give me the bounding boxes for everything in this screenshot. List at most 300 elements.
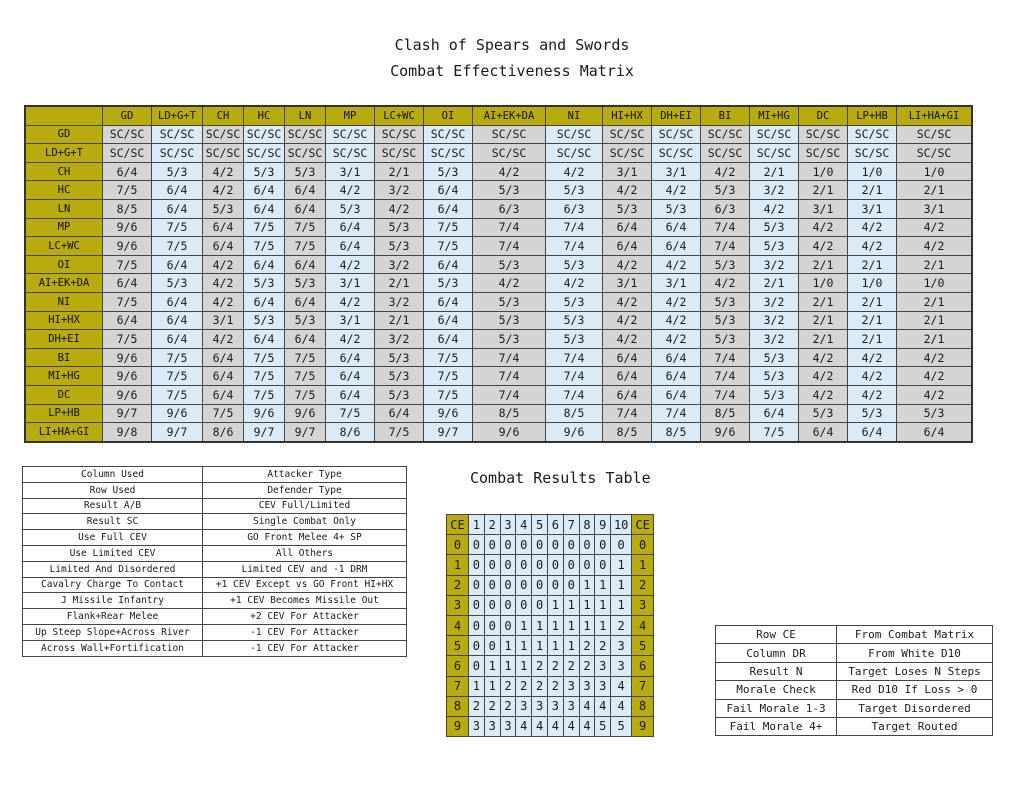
matrix-cell: SC/SC	[473, 144, 546, 163]
result-key-table	[715, 625, 993, 736]
result-key-term: Fail Morale 1-3	[716, 699, 837, 717]
crt-cell: 1	[611, 555, 632, 575]
matrix-cell: 7/4	[473, 348, 546, 367]
matrix-cell: 6/4	[603, 367, 652, 386]
crt-header-cell: 6	[547, 515, 563, 535]
matrix-row	[25, 385, 972, 404]
crt-cell: 1	[579, 595, 595, 615]
matrix-cell: 5/3	[750, 348, 799, 367]
crt-cell: 4	[611, 676, 632, 696]
matrix-cell: SC/SC	[203, 144, 244, 163]
matrix-cell: 5/3	[375, 348, 424, 367]
crt-ce-label: 6	[447, 656, 469, 676]
matrix-cell: 7/5	[152, 367, 203, 386]
matrix-cell: 1/0	[848, 274, 897, 293]
matrix-cell: 6/4	[152, 330, 203, 349]
result-key-term: Column DR	[716, 644, 837, 662]
crt-header-cell: 4	[516, 515, 532, 535]
matrix-cell: 6/4	[152, 181, 203, 200]
matrix-row	[25, 255, 972, 274]
matrix-cell: 7/5	[424, 218, 473, 237]
matrix-cell: 7/4	[701, 218, 750, 237]
crt-cell: 0	[547, 535, 563, 555]
crt-cell: 2	[516, 676, 532, 696]
matrix-cell: 4/2	[603, 181, 652, 200]
matrix-cell: 4/2	[750, 199, 799, 218]
matrix-cell: 4/2	[203, 255, 244, 274]
crt-ce-label: 8	[632, 696, 654, 716]
crt-cell: 3	[532, 696, 548, 716]
matrix-cell: 4/2	[799, 367, 848, 386]
matrix-column-header: CH	[203, 106, 244, 125]
matrix-cell: SC/SC	[701, 125, 750, 144]
matrix-cell: 5/3	[799, 404, 848, 423]
key-term: Cavalry Charge To Contact	[23, 577, 203, 593]
matrix-row-header: GD	[25, 125, 103, 144]
matrix-row	[25, 218, 972, 237]
matrix-row-header: LD+G+T	[25, 144, 103, 163]
matrix-cell: 6/4	[603, 237, 652, 256]
matrix-cell: 5/3	[285, 162, 326, 181]
matrix-cell: 6/4	[424, 181, 473, 200]
matrix-cell: 5/3	[546, 255, 603, 274]
matrix-cell: 4/2	[652, 255, 701, 274]
matrix-cell: SC/SC	[152, 144, 203, 163]
matrix-cell: 8/5	[473, 404, 546, 423]
crt-cell: 0	[547, 575, 563, 595]
key-row	[23, 577, 407, 593]
crt-cell: 2	[500, 676, 516, 696]
crt-cell: 1	[484, 676, 500, 696]
key-row	[23, 514, 407, 530]
crt-cell: 4	[563, 716, 579, 736]
key-definition: -1 CEV For Attacker	[203, 624, 407, 640]
matrix-cell: 7/4	[701, 385, 750, 404]
matrix-cell: 5/3	[152, 274, 203, 293]
matrix-cell: 2/1	[848, 330, 897, 349]
matrix-row-header: LI+HA+GI	[25, 423, 103, 442]
crt-cell: 0	[595, 555, 611, 575]
matrix-row-header: MP	[25, 218, 103, 237]
matrix-cell: 4/2	[848, 367, 897, 386]
matrix-cell: 7/5	[103, 181, 152, 200]
crt-ce-label: 9	[632, 716, 654, 736]
matrix-cell: SC/SC	[103, 144, 152, 163]
matrix-cell: 6/4	[326, 237, 375, 256]
matrix-cell: 4/2	[652, 330, 701, 349]
result-key-row	[716, 699, 993, 717]
matrix-cell: 7/4	[701, 237, 750, 256]
matrix-cell: SC/SC	[424, 125, 473, 144]
crt-cell: 2	[579, 636, 595, 656]
matrix-cell: 6/4	[750, 404, 799, 423]
crt-cell: 1	[579, 615, 595, 635]
crt-header-cell: CE	[447, 515, 469, 535]
crt-cell: 3	[611, 656, 632, 676]
crt-cell: 0	[469, 656, 485, 676]
matrix-cell: 6/4	[103, 162, 152, 181]
crt-row	[447, 696, 654, 716]
matrix-cell: 5/3	[701, 292, 750, 311]
matrix-cell: 9/7	[424, 423, 473, 442]
matrix-column-header: LC+WC	[375, 106, 424, 125]
matrix-cell: 4/2	[848, 237, 897, 256]
matrix-cell: 7/5	[244, 385, 285, 404]
matrix-column-header: GD	[103, 106, 152, 125]
crt-ce-label: 0	[447, 535, 469, 555]
matrix-cell: 1/0	[897, 162, 973, 181]
matrix-cell: 6/4	[203, 218, 244, 237]
result-key-definition: From White D10	[837, 644, 993, 662]
crt-cell: 1	[469, 676, 485, 696]
matrix-row-header: DH+EI	[25, 330, 103, 349]
matrix-cell: 1/0	[897, 274, 973, 293]
matrix-cell: 6/4	[285, 181, 326, 200]
matrix-cell: 5/3	[285, 274, 326, 293]
matrix-cell: 5/3	[203, 199, 244, 218]
matrix-cell: 3/2	[375, 330, 424, 349]
result-key-definition: Target Routed	[837, 717, 993, 735]
key-row	[23, 640, 407, 656]
crt-header-cell: 8	[579, 515, 595, 535]
matrix-cell: 5/3	[473, 181, 546, 200]
combat-effectiveness-matrix	[24, 105, 973, 443]
matrix-cell: 4/2	[603, 255, 652, 274]
matrix-row	[25, 330, 972, 349]
matrix-cell: 5/3	[546, 330, 603, 349]
key-definition: +1 CEV Becomes Missile Out	[203, 593, 407, 609]
matrix-cell: 5/3	[424, 162, 473, 181]
key-definition: Limited CEV and -1 DRM	[203, 561, 407, 577]
crt-ce-label: 2	[632, 575, 654, 595]
matrix-cell: SC/SC	[285, 144, 326, 163]
matrix-cell: 9/6	[152, 404, 203, 423]
key-row	[23, 482, 407, 498]
matrix-cell: 2/1	[750, 274, 799, 293]
matrix-cell: 2/1	[897, 311, 973, 330]
matrix-cell: 7/5	[424, 348, 473, 367]
matrix-row	[25, 348, 972, 367]
matrix-column-header: MP	[326, 106, 375, 125]
matrix-cell: 3/1	[652, 162, 701, 181]
crt-cell: 4	[516, 716, 532, 736]
matrix-row	[25, 144, 972, 163]
crt-row	[447, 535, 654, 555]
key-term: Column Used	[23, 467, 203, 483]
matrix-cell: 6/4	[326, 385, 375, 404]
matrix-cell: 7/5	[103, 330, 152, 349]
crt-cell: 2	[484, 696, 500, 716]
matrix-cell: 6/4	[424, 255, 473, 274]
matrix-cell: 2/1	[897, 292, 973, 311]
matrix-cell: 7/5	[750, 423, 799, 442]
crt-row	[447, 595, 654, 615]
matrix-cell: 8/5	[701, 404, 750, 423]
crt-cell: 1	[516, 656, 532, 676]
matrix-row-header: HI+HX	[25, 311, 103, 330]
matrix-cell: SC/SC	[375, 125, 424, 144]
matrix-cell: 6/4	[897, 423, 973, 442]
matrix-cell: 2/1	[848, 181, 897, 200]
crt-cell: 1	[532, 636, 548, 656]
matrix-cell: 7/5	[424, 385, 473, 404]
matrix-cell: 5/3	[603, 199, 652, 218]
crt-cell: 3	[500, 716, 516, 736]
crt-header-row	[447, 515, 654, 535]
matrix-cell: 5/3	[244, 274, 285, 293]
matrix-cell: 8/5	[546, 404, 603, 423]
crt-cell: 3	[563, 676, 579, 696]
crt-cell: 2	[611, 615, 632, 635]
matrix-cell: 4/2	[203, 274, 244, 293]
crt-cell: 0	[500, 615, 516, 635]
matrix-cell: 2/1	[799, 330, 848, 349]
matrix-cell: 3/1	[848, 199, 897, 218]
matrix-row	[25, 199, 972, 218]
crt-ce-label: 3	[447, 595, 469, 615]
matrix-cell: 5/3	[244, 311, 285, 330]
matrix-cell: 4/2	[701, 274, 750, 293]
crt-header-cell: 7	[563, 515, 579, 535]
matrix-cell: SC/SC	[546, 144, 603, 163]
key-row	[23, 467, 407, 483]
crt-cell: 1	[595, 615, 611, 635]
crt-cell: 0	[516, 575, 532, 595]
matrix-cell: 3/2	[750, 255, 799, 274]
matrix-cell: 3/1	[326, 311, 375, 330]
matrix-cell: 7/4	[546, 367, 603, 386]
matrix-cell: 7/5	[152, 385, 203, 404]
matrix-cell: 6/4	[203, 237, 244, 256]
matrix-cell: SC/SC	[799, 125, 848, 144]
matrix-cell: 4/2	[848, 385, 897, 404]
matrix-cell: 5/3	[375, 237, 424, 256]
modifier-key-table	[22, 466, 407, 657]
matrix-cell: 6/4	[244, 292, 285, 311]
key-row	[23, 545, 407, 561]
matrix-cell: 3/1	[326, 162, 375, 181]
crt-cell: 0	[532, 595, 548, 615]
matrix-cell: 4/2	[799, 348, 848, 367]
crt-cell: 3	[579, 676, 595, 696]
matrix-cell: 6/4	[152, 199, 203, 218]
crt-cell: 0	[469, 595, 485, 615]
matrix-cell: 4/2	[203, 181, 244, 200]
matrix-cell: 7/4	[546, 237, 603, 256]
crt-cell: 0	[484, 535, 500, 555]
crt-cell: 4	[547, 716, 563, 736]
matrix-cell: 8/5	[103, 199, 152, 218]
matrix-cell: 5/3	[701, 181, 750, 200]
matrix-column-header: HI+HX	[603, 106, 652, 125]
matrix-cell: 6/4	[603, 348, 652, 367]
matrix-cell: 7/4	[603, 404, 652, 423]
matrix-cell: 6/4	[848, 423, 897, 442]
matrix-cell: 5/3	[546, 292, 603, 311]
crt-cell: 5	[611, 716, 632, 736]
key-definition: Attacker Type	[203, 467, 407, 483]
crt-header-cell: 10	[611, 515, 632, 535]
crt-cell: 4	[579, 716, 595, 736]
result-key-definition: Target Loses N Steps	[837, 662, 993, 680]
matrix-cell: 9/6	[285, 404, 326, 423]
matrix-cell: 7/5	[103, 255, 152, 274]
matrix-cell: 9/6	[103, 218, 152, 237]
matrix-column-header: NI	[546, 106, 603, 125]
matrix-cell: SC/SC	[701, 144, 750, 163]
crt-cell: 3	[547, 696, 563, 716]
crt-cell: 0	[516, 595, 532, 615]
crt-cell: 1	[579, 575, 595, 595]
crt-cell: 0	[532, 555, 548, 575]
matrix-column-header: LN	[285, 106, 326, 125]
matrix-cell: SC/SC	[326, 125, 375, 144]
crt-cell: 0	[469, 535, 485, 555]
page-title: Clash of Spears and Swords	[394, 36, 630, 54]
matrix-cell: 5/3	[546, 311, 603, 330]
crt-cell: 1	[500, 636, 516, 656]
matrix-cell: 5/3	[701, 255, 750, 274]
crt-cell: 4	[595, 696, 611, 716]
matrix-cell: 9/6	[103, 348, 152, 367]
matrix-cell: 5/3	[701, 311, 750, 330]
matrix-cell: 3/1	[203, 311, 244, 330]
matrix-cell: 6/4	[103, 274, 152, 293]
key-term: Row Used	[23, 482, 203, 498]
matrix-cell: 3/2	[375, 255, 424, 274]
result-key-term: Morale Check	[716, 681, 837, 699]
matrix-cell: 3/2	[750, 330, 799, 349]
matrix-cell: 3/2	[750, 292, 799, 311]
crt-ce-label: 4	[447, 615, 469, 635]
matrix-cell: 5/3	[375, 218, 424, 237]
matrix-cell: 2/1	[375, 162, 424, 181]
matrix-cell: 3/1	[326, 274, 375, 293]
matrix-cell: 7/4	[473, 367, 546, 386]
matrix-cell: 7/5	[285, 385, 326, 404]
matrix-cell: 4/2	[603, 330, 652, 349]
matrix-cell: 6/4	[244, 199, 285, 218]
crt-header-cell: CE	[632, 515, 654, 535]
matrix-cell: 4/2	[799, 218, 848, 237]
matrix-cell: 2/1	[375, 311, 424, 330]
key-row	[23, 498, 407, 514]
crt-header-cell: 3	[500, 515, 516, 535]
crt-cell: 2	[547, 676, 563, 696]
crt-cell: 1	[547, 615, 563, 635]
matrix-cell: 4/2	[603, 311, 652, 330]
matrix-cell: 1/0	[799, 274, 848, 293]
matrix-cell: 5/3	[848, 404, 897, 423]
crt-header-cell: 1	[469, 515, 485, 535]
crt-row	[447, 656, 654, 676]
crt-ce-label: 7	[447, 676, 469, 696]
matrix-cell: SC/SC	[285, 125, 326, 144]
crt-cell: 1	[547, 595, 563, 615]
crt-row	[447, 716, 654, 736]
matrix-cell: 5/3	[473, 311, 546, 330]
matrix-cell: 6/4	[244, 181, 285, 200]
matrix-cell: 7/4	[701, 348, 750, 367]
crt-ce-label: 1	[632, 555, 654, 575]
matrix-cell: 6/4	[244, 330, 285, 349]
matrix-cell: 6/4	[652, 367, 701, 386]
matrix-cell: 7/5	[244, 367, 285, 386]
matrix-cell: SC/SC	[152, 125, 203, 144]
matrix-row	[25, 423, 972, 442]
crt-cell: 1	[595, 575, 611, 595]
result-key-row	[716, 662, 993, 680]
key-term: Use Limited CEV	[23, 545, 203, 561]
matrix-cell: 4/2	[799, 385, 848, 404]
matrix-cell: SC/SC	[546, 125, 603, 144]
matrix-cell: 2/1	[799, 181, 848, 200]
matrix-cell: 6/4	[152, 292, 203, 311]
matrix-cell: 5/3	[375, 367, 424, 386]
matrix-cell: SC/SC	[103, 125, 152, 144]
result-key-definition: From Combat Matrix	[837, 626, 993, 644]
crt-ce-label: 8	[447, 696, 469, 716]
crt-cell: 0	[611, 535, 632, 555]
matrix-cell: 9/6	[546, 423, 603, 442]
crt-cell: 0	[532, 535, 548, 555]
matrix-cell: 3/1	[652, 274, 701, 293]
crt-cell: 0	[563, 535, 579, 555]
crt-cell: 1	[532, 615, 548, 635]
crt-cell: 1	[595, 595, 611, 615]
crt-cell: 0	[516, 535, 532, 555]
matrix-cell: 7/5	[244, 348, 285, 367]
matrix-row-header: BI	[25, 348, 103, 367]
crt-cell: 3	[516, 696, 532, 716]
matrix-cell: 5/3	[473, 292, 546, 311]
matrix-cell: SC/SC	[424, 144, 473, 163]
crt-cell: 1	[484, 656, 500, 676]
matrix-cell: 6/4	[652, 218, 701, 237]
key-term: J Missile Infantry	[23, 593, 203, 609]
matrix-cell: 3/2	[750, 181, 799, 200]
matrix-cell: 6/4	[652, 237, 701, 256]
matrix-cell: 8/5	[603, 423, 652, 442]
matrix-cell: 7/5	[326, 404, 375, 423]
matrix-cell: 4/2	[473, 274, 546, 293]
crt-cell: 0	[500, 535, 516, 555]
crt-cell: 1	[547, 636, 563, 656]
matrix-cell: SC/SC	[244, 144, 285, 163]
crt-cell: 2	[563, 656, 579, 676]
matrix-cell: 4/2	[326, 292, 375, 311]
matrix-cell: 6/4	[424, 330, 473, 349]
matrix-cell: 4/2	[848, 218, 897, 237]
crt-cell: 2	[547, 656, 563, 676]
matrix-cell: 2/1	[799, 311, 848, 330]
matrix-cell: 9/6	[103, 237, 152, 256]
matrix-cell: 4/2	[546, 274, 603, 293]
matrix-row-header: LC+WC	[25, 237, 103, 256]
matrix-cell: 5/3	[897, 404, 973, 423]
crt-row	[447, 676, 654, 696]
key-row	[23, 593, 407, 609]
matrix-cell: 2/1	[848, 311, 897, 330]
key-term: Result SC	[23, 514, 203, 530]
key-definition: GO Front Melee 4+ SP	[203, 530, 407, 546]
key-term: Flank+Rear Melee	[23, 609, 203, 625]
matrix-cell: 1/0	[799, 162, 848, 181]
matrix-row	[25, 181, 972, 200]
crt-cell: 1	[516, 636, 532, 656]
result-key-row	[716, 681, 993, 699]
matrix-cell: 7/4	[473, 385, 546, 404]
